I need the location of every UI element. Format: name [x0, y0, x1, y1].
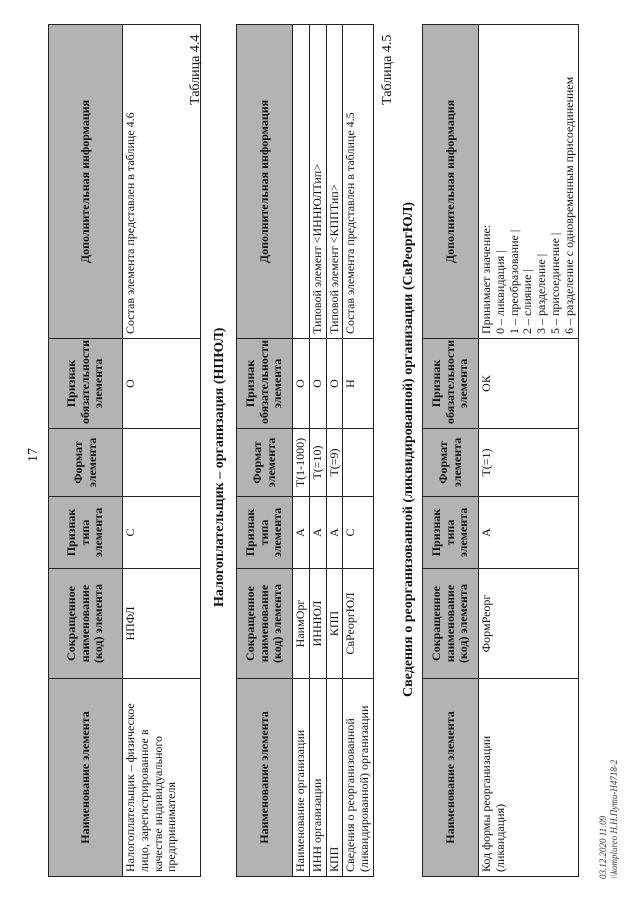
header-code: Сокращенное наименование (код) элемента [49, 569, 123, 679]
cell-code: ФормРеорг [479, 569, 579, 679]
page-number: 17 [26, 448, 41, 462]
value-list [494, 29, 577, 334]
cell-type: А [309, 497, 326, 569]
cell-code: СвРеоргЮЛ [343, 569, 374, 679]
cell-required: О [326, 339, 343, 429]
header-type: Признак типа элемента [423, 497, 479, 569]
cell-required: О [293, 339, 310, 429]
cell-name: Код формы реорганизации (ликвидация) [479, 679, 579, 877]
cell-info: Состав элемента представлен в таблице 4.5 [343, 25, 374, 339]
cell-info [293, 25, 310, 339]
cell-name: Наименование организации [293, 679, 310, 877]
table-row [479, 25, 579, 877]
header-info: Дополнительная информация [49, 25, 123, 339]
cell-info: Типовой элемент <КППТип> [326, 25, 343, 339]
value-item: 1 – преобразование | [506, 229, 521, 334]
cell-format: T(=10) [309, 429, 326, 497]
table-caption: Таблица 4.5 [380, 34, 395, 105]
cell-type: А [479, 497, 579, 569]
header-name: Наименование элемента [49, 679, 123, 877]
cell-code: НаимОрг [293, 569, 310, 679]
table-header-row [423, 25, 479, 877]
footer-path: \\komplureo H.H.Пути-H4718-2 [609, 759, 620, 879]
cell-required: Н [343, 339, 374, 429]
cell-format: T(=9) [326, 429, 343, 497]
header-name: Наименование элемента [423, 679, 479, 877]
header-format: Формат элемента [423, 429, 479, 497]
cell-format [123, 429, 201, 497]
header-format: Формат элемента [237, 429, 293, 497]
cell-info [479, 25, 579, 339]
value-item: 5 – присоединение | [547, 232, 562, 334]
cell-name: Сведения о реорганизованной (ликвидированной) организации [343, 679, 374, 877]
header-name: Наименование элемента [237, 679, 293, 877]
header-info: Дополнительная информация [423, 25, 479, 339]
table-header-row [237, 25, 293, 877]
header-required: Признак обязательности элемента [237, 339, 293, 429]
cell-format: T(1-1000) [293, 429, 310, 497]
table-row [343, 25, 374, 877]
cell-type: А [326, 497, 343, 569]
cell-info: Состав элемента представлен в таблице 4.6 [123, 25, 201, 339]
value-item: 3 – разделение | [534, 253, 549, 334]
value-item: 6 – разделение с одновременным присоединением [561, 76, 576, 334]
table-title: Сведения о реорганизованной (ликвидированной) организации (СвРеоргЮЛ) [401, 201, 416, 697]
cell-type: А [293, 497, 310, 569]
header-required: Признак обязательности элемента [423, 339, 479, 429]
table-row [326, 25, 343, 877]
header-code: Сокращенное наименование (код) элемента [237, 569, 293, 679]
cell-required: О [123, 339, 201, 429]
header-required: Признак обязательности элемента [49, 339, 123, 429]
header-format: Формат элемента [49, 429, 123, 497]
value-item: 0 – ликвидация | [492, 250, 507, 334]
table-row [309, 25, 326, 877]
header-type: Признак типа элемента [49, 497, 123, 569]
cell-required: ОК [479, 339, 579, 429]
value-item: 2 – слияние | [520, 269, 535, 334]
cell-name: КПП [326, 679, 343, 877]
cell-info: Типовой элемент <ИННЮЛТип> [309, 25, 326, 339]
table-reorganization [422, 24, 579, 877]
cell-code: КПП [326, 569, 343, 679]
header-info: Дополнительная информация [237, 25, 293, 339]
cell-type: С [343, 497, 374, 569]
cell-code: ИННЮЛ [309, 569, 326, 679]
table-caption: Таблица 4.4 [188, 34, 203, 105]
header-code: Сокращенное наименование (код) элемента [423, 569, 479, 679]
cell-required: О [309, 339, 326, 429]
table-taxpayer-individual [48, 24, 201, 877]
footer-date: 03.12.2020 11:09 [598, 815, 608, 879]
cell-name: Налогоплательщик – физическое лицо, зарегистрированное в качестве индивидуального предпринимателя [123, 679, 201, 877]
cell-type: С [123, 497, 201, 569]
table-row [123, 25, 201, 877]
cell-format: T(=1) [479, 429, 579, 497]
cell-name: ИНН организации [309, 679, 326, 877]
footer-stamp [598, 760, 621, 879]
table-taxpayer-organization [236, 24, 374, 877]
table-title: Налогоплательщик – организация (НПЮЛ) [212, 327, 227, 607]
header-type: Признак типа элемента [237, 497, 293, 569]
table-header-row [49, 25, 123, 877]
cell-format [343, 429, 374, 497]
table-row [293, 25, 310, 877]
info-intro: Принимает значение: [479, 224, 493, 334]
cell-code: НПФЛ [123, 569, 201, 679]
